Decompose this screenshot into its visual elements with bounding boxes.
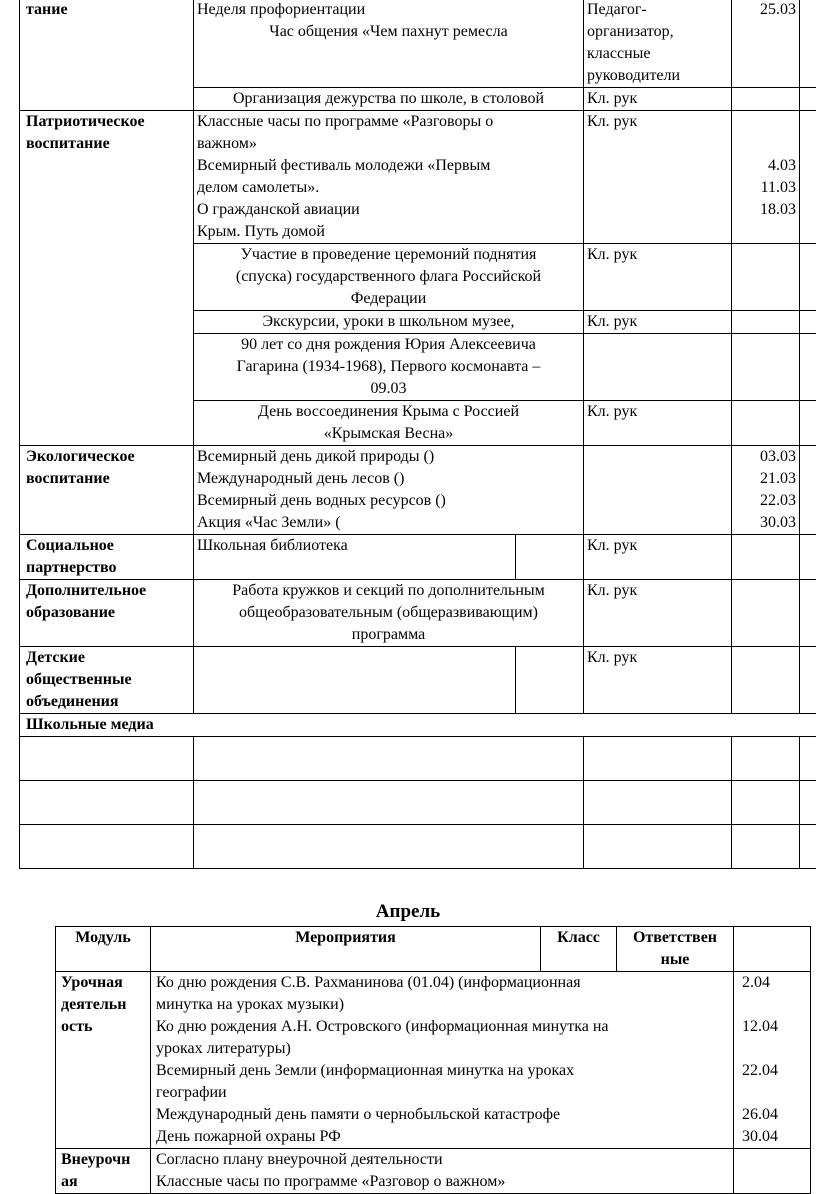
empty-cell: [732, 737, 800, 781]
extra-cell: [800, 446, 816, 535]
responsible-cell: Педагог- организатор, классные руководители: [584, 0, 732, 88]
events-cell: Участие в проведение церемоний поднятия (спуска) государственного флага Российской Федерации: [194, 244, 584, 311]
empty-cell: [20, 781, 194, 825]
responsible-cell: Кл. рук: [584, 647, 732, 714]
events-cell: Организация дежурства по школе, в столовой: [194, 88, 584, 111]
table-row: [56, 1149, 811, 1194]
events-cell: Школьная библиотека: [194, 535, 516, 580]
module-cell: Школьные медиа: [20, 714, 816, 737]
module-cell: Детские общественные объединения: [20, 647, 194, 714]
extra-cell: [800, 647, 816, 714]
dates-cell: 03.03 21.03 22.03 30.03: [732, 446, 800, 535]
events-cell: Ко дню рождения С.В. Рахманинова (01.04) (информационная минутка на уроках музыки) Ко дню рождения А.Н. Островского (информационная минутка на уроках литературы) Всемирный день Земли (информационная минутка на уроках географии Международный день памяти о чернобыльской катастрофе День пожарной охраны РФ: [151, 972, 734, 1149]
table-row: [20, 111, 816, 244]
empty-cell: [20, 737, 194, 781]
empty-cell: [20, 825, 194, 869]
extra-cell: [800, 334, 816, 401]
empty-cell: [732, 825, 800, 869]
responsible-cell: [584, 446, 732, 535]
events-cell: Всемирный день дикой природы () Международный день лесов () Всемирный день водных ресурсов () Акция «Час Земли» (: [194, 446, 584, 535]
dates-cell: [734, 1149, 811, 1194]
dates-cell: [732, 580, 800, 647]
responsible-cell: Кл. рук: [584, 311, 732, 334]
module-cell: Внеурочн ая: [56, 1149, 151, 1194]
module-cell: Дополнительное образование: [20, 580, 194, 647]
dates-cell: [732, 311, 800, 334]
events-cell: День воссоединения Крыма с Россией «Крымская Весна»: [194, 401, 584, 446]
header-row: [56, 927, 811, 972]
empty-cell: [732, 781, 800, 825]
dates-cell: 2.04 12.04 22.04 26.04 30.04: [734, 972, 811, 1149]
extra-cell: [800, 244, 816, 311]
table-row: [20, 0, 816, 88]
empty-cell: [194, 825, 584, 869]
events-extra-cell: [516, 647, 584, 714]
dates-cell: [732, 647, 800, 714]
module-cell: тание: [20, 0, 194, 88]
events-cell: 90 лет со дня рождения Юрия Алексеевича Гагарина (1934-1968), Первого космонавта – 09.03: [194, 334, 584, 401]
header-module: Модуль: [56, 927, 151, 972]
empty-cell: [584, 781, 732, 825]
extra-cell: [800, 580, 816, 647]
module-cell: Экологическое воспитание: [20, 446, 194, 535]
table-row: [20, 714, 816, 737]
responsible-cell: Кл. рук: [584, 244, 732, 311]
table-row: [20, 781, 816, 825]
table-row: [20, 647, 816, 714]
extra-cell: [800, 401, 816, 446]
module-cell: [20, 88, 194, 111]
header-responsible: Ответствен ные: [617, 927, 734, 972]
empty-cell: [800, 781, 816, 825]
header-events: Мероприятия: [151, 927, 541, 972]
events-cell: Экскурсии, уроки в школьном музее,: [194, 311, 584, 334]
table-row: [20, 825, 816, 869]
dates-cell: [732, 88, 800, 111]
empty-cell: [584, 737, 732, 781]
dates-cell: [732, 535, 800, 580]
dates-cell: [732, 401, 800, 446]
events-cell: Классные часы по программе «Разговоры о важном» Всемирный фестиваль молодежи «Первым делом самолеты». О гражданской авиации Крым. Путь домой: [194, 111, 584, 244]
march-plan-table: [19, 0, 816, 869]
responsible-cell: Кл. рук: [584, 535, 732, 580]
empty-cell: [584, 825, 732, 869]
module-cell: Урочная деятельн ость: [56, 972, 151, 1149]
events-cell: [194, 647, 516, 714]
table-row: [56, 972, 811, 1149]
events-cell: Работа кружков и секций по дополнительным общеобразовательным (общеразвивающим) программа: [194, 580, 584, 647]
events-cell: Согласно плану внеурочной деятельности Классные часы по программе «Разговор о важном»: [151, 1149, 734, 1194]
april-plan-table: [55, 926, 811, 1194]
table-row: [20, 535, 816, 580]
month-title: Апрель: [0, 900, 816, 924]
module-cell: Патриотическое воспитание: [20, 111, 194, 446]
table-row: [20, 580, 816, 647]
empty-cell: [800, 825, 816, 869]
responsible-cell: Кл. рук: [584, 580, 732, 647]
events-extra-cell: [516, 535, 584, 580]
responsible-cell: Кл. рук: [584, 88, 732, 111]
table-row: [20, 446, 816, 535]
responsible-cell: Кл. рук: [584, 111, 732, 244]
empty-cell: [800, 737, 816, 781]
events-cell: Неделя профориентации Час общения «Чем пахнут ремесла: [194, 0, 584, 88]
table-row: [20, 88, 816, 111]
extra-cell: [800, 0, 816, 88]
extra-cell: [800, 311, 816, 334]
extra-cell: [800, 111, 816, 244]
responsible-cell: Кл. рук: [584, 401, 732, 446]
extra-cell: [800, 88, 816, 111]
empty-cell: [194, 781, 584, 825]
module-cell: Социальное партнерство: [20, 535, 194, 580]
dates-cell: 4.03 11.03 18.03: [732, 111, 800, 244]
dates-cell: [732, 244, 800, 311]
dates-cell: 25.03: [732, 0, 800, 88]
table-row: [20, 737, 816, 781]
header-dates: [734, 927, 811, 972]
responsible-cell: [584, 334, 732, 401]
empty-cell: [194, 737, 584, 781]
header-class: Класс: [541, 927, 617, 972]
dates-cell: [732, 334, 800, 401]
extra-cell: [800, 535, 816, 580]
